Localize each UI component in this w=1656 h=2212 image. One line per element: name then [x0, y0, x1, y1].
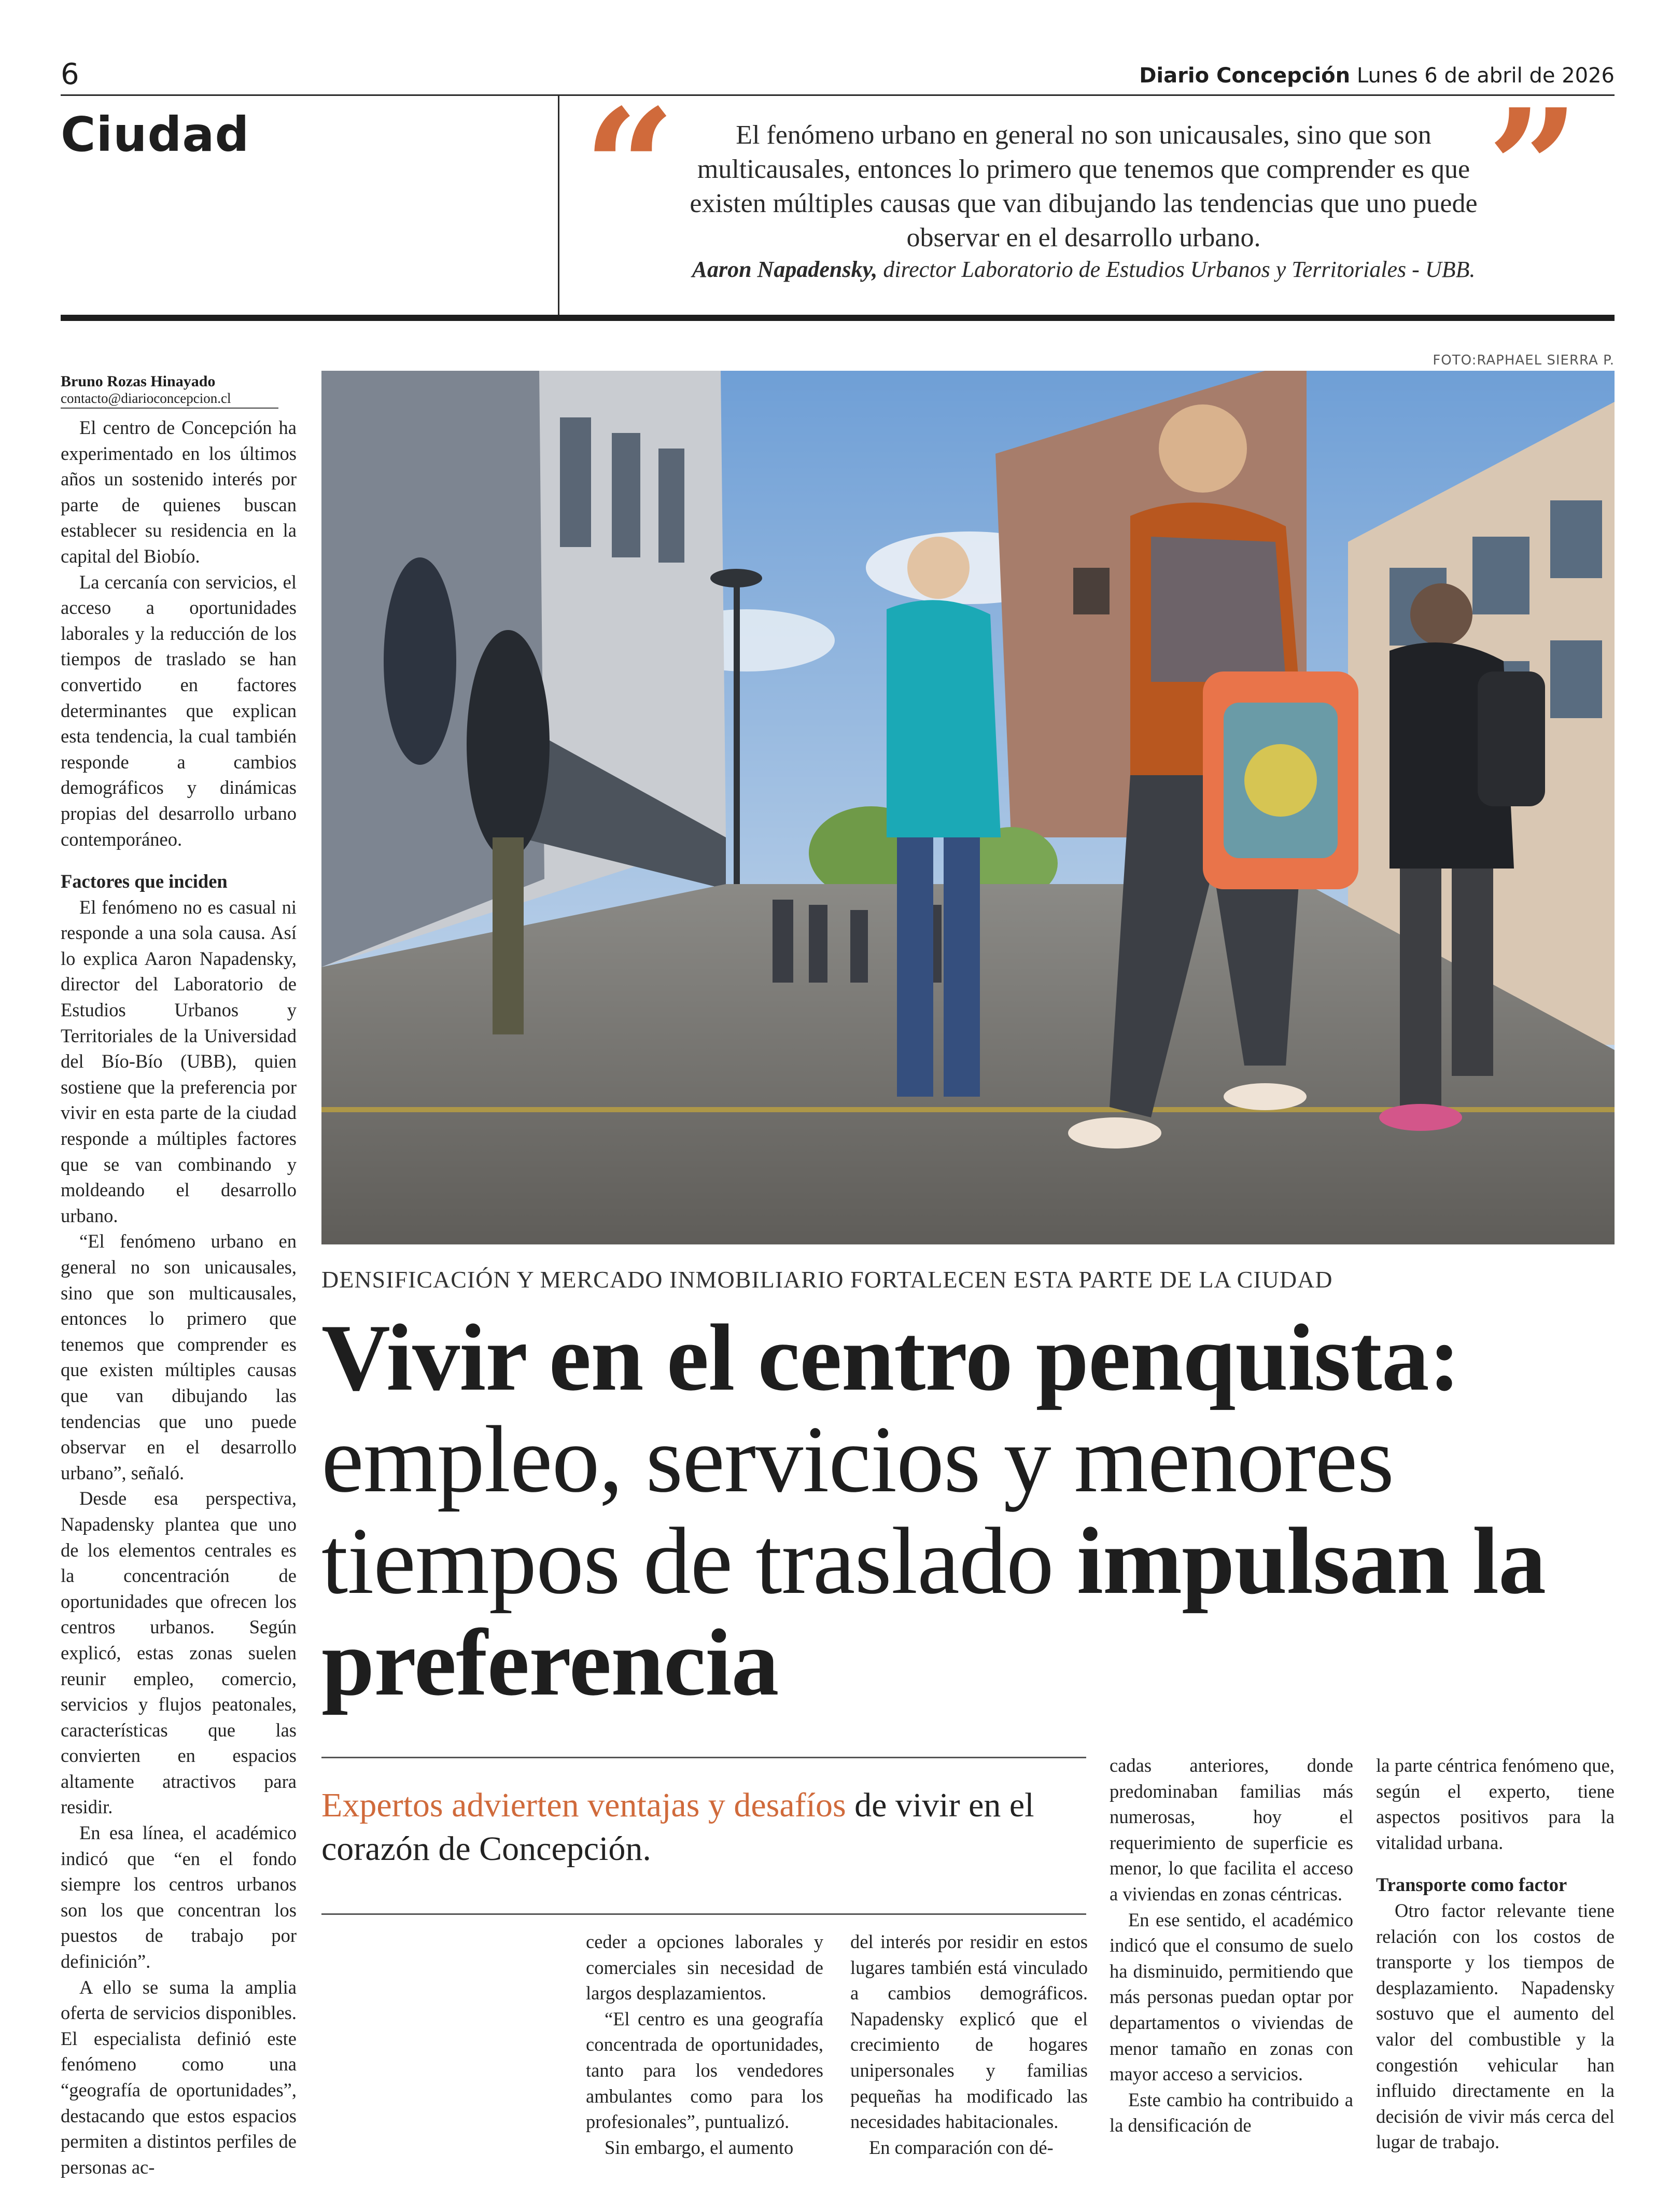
paragraph: Otro factor relevante tiene relación con los costos de transporte y los tiempos de desplazamiento. Napadensky sostuvo que el aumento del valor del combustible y la congestión vehicular han influido directamente en la decisión de vivir más cerca del lugar de trabajo. [1376, 1899, 1615, 2153]
subheading: Factores que inciden [61, 871, 228, 892]
headline [321, 1307, 1618, 1713]
open-quote-icon: “ [583, 74, 676, 263]
section-title: Ciudad [61, 107, 250, 162]
paragraph: ceder a opciones laborales y comerciales sin necesidad de largos desplazamientos. [586, 1931, 823, 2004]
pull-quote-attribution [674, 255, 1493, 284]
article-column-3 [850, 1929, 1088, 2160]
deck-accent: Expertos advierten ventajas y desafíos [321, 1786, 846, 1824]
paragraph: En esa línea, el académico indicó que “en el fondo siempre los centros urbanos son los que concentran los puestos de trabajo por definición”. [61, 1822, 297, 1972]
deck-text: de vivir en el corazón de Concepción. [321, 1786, 1034, 1868]
article-column-1 [61, 415, 297, 2180]
paragraph: Este cambio ha contribuido a la densificación de [1110, 2089, 1353, 2136]
paragraph: El fenómeno no es casual ni responde a una sola causa. Así lo explica Aaron Napadensky, director del Laboratorio de Estudios Urbanos y Territoriales de la Universidad del Bío-Bío (UBB), quien sostiene que la preferencia por vivir en esta parte de la ciudad responde a múltiples factores que se van combinando y moldeando el desarrollo urbano. [61, 896, 297, 1226]
byline-rule [61, 408, 278, 409]
close-quote-icon: ” [1487, 74, 1580, 263]
newspaper-name: Diario Concepción [1139, 64, 1351, 88]
paragraph: Desde esa perspectiva, Napadensky plantea que uno de los elementos centrales es la concentración de oportunidades que ofrecen los centros urbanos. Según explicó, estas zonas suelen reunir empleo, comercio, servicios y flujos peatonales, características que las convierten en espacios altamente atractivos para residir. [61, 1488, 297, 1818]
paragraph: cadas anteriores, donde predominaban familias más numerosas, hoy el requerimiento de superficie es menor, lo que facilita el acceso a viviendas en zonas céntricas. [1110, 1755, 1353, 1905]
page-number: 6 [61, 58, 79, 91]
header-bottom-rule [61, 315, 1615, 321]
paragraph: El centro de Concepción ha experimentado en los últimos años un sostenido interés por parte de quienes buscan establecer su residencia en la capital del Biobío. [61, 417, 297, 567]
paragraph: la parte céntrica fenómeno que, según el experto, tiene aspectos positivos para la vitalidad urbana. [1376, 1755, 1615, 1853]
street-photo [321, 371, 1615, 1244]
headline-part-3: impulsan la preferencia [321, 1508, 1546, 1715]
article-column-4 [1110, 1753, 1353, 2138]
article-column-2 [586, 1929, 823, 2160]
paragraph: “El centro es una geografía concentrada de oportunidades, tanto para los vendedores ambulantes como para los profesionales”, puntualizó. [586, 2008, 823, 2133]
header-divider [558, 96, 559, 316]
paragraph: A ello se suma la amplia oferta de servicios disponibles. El especialista definió este fenómeno como una “geografía de oportunidades”, destacando que estos espacios permiten a distintos perfiles de personas ac- [61, 1976, 297, 2178]
quote-author-role: director Laboratorio de Estudios Urbanos y Territoriales - UBB. [883, 257, 1476, 282]
paragraph: La cercanía con servicios, el acceso a oportunidades laborales y la reducción de los tiempos de traslado se han convertido en factores determinantes que explican esta tendencia, la cual también responde a cambios demográficos y dinámicas propias del desarrollo urbano contemporáneo. [61, 571, 297, 850]
deck-bottom-rule [321, 1913, 1086, 1915]
paragraph: En comparación con dé- [869, 2136, 1054, 2158]
article-column-5 [1376, 1753, 1615, 2155]
quote-author-name: Aaron Napadensky, [692, 257, 878, 282]
paragraph: “El fenómeno urbano en general no son unicausales, sino que son multicausales, entonces lo primero que tenemos que comprender es que existen múltiples causas que van dibujando las tendencias que uno puede observar en el desarrollo urbano”, señaló. [61, 1230, 297, 1483]
byline-email[interactable]: contacto@diarioconcepcion.cl [61, 390, 231, 406]
paragraph: En ese sentido, el académico indicó que el consumo de suelo ha disminuido, permitiendo que más personas puedan optar por departamentos o viviendas de menor tamaño en zonas con mayor acceso a servicios. [1110, 1909, 1353, 2085]
deck-top-rule [321, 1757, 1086, 1758]
photo-credit: FOTO:RAPHAEL SIERRA P. [1433, 353, 1615, 368]
pull-quote-text: El fenómeno urbano en general no son unicausales, sino que son multicausales, entonces lo primero que tenemos que comprender es que existen múltiples causas que van dibujando las tendencias que uno puede observar en el desarrollo urbano. [690, 120, 1478, 253]
header-rule [61, 94, 1615, 96]
subheading: Transporte como factor [1376, 1874, 1567, 1896]
headline-part-1: Vivir en el centro penquista: [321, 1305, 1460, 1410]
byline-author: Bruno Rozas Hinayado [61, 373, 216, 390]
kicker: DENSIFICACIÓN Y MERCADO INMOBILIARIO FORTALECEN ESTA PARTE DE LA CIUDAD [321, 1266, 1333, 1293]
headline-part-2: empleo, servicios y menores tiempos de traslado [321, 1406, 1394, 1614]
issue-date: Lunes 6 de abril de 2026 [1356, 64, 1615, 88]
paragraph: del interés por residir en estos lugares también está vinculado a cambios demográficos. Napadensky explicó que el crecimiento de hogares unipersonales y familias pequeñas ha modificado las necesidades habitacionales. [850, 1931, 1088, 2133]
paragraph: Sin embargo, el aumento [605, 2136, 794, 2158]
deck [321, 1784, 1086, 1871]
